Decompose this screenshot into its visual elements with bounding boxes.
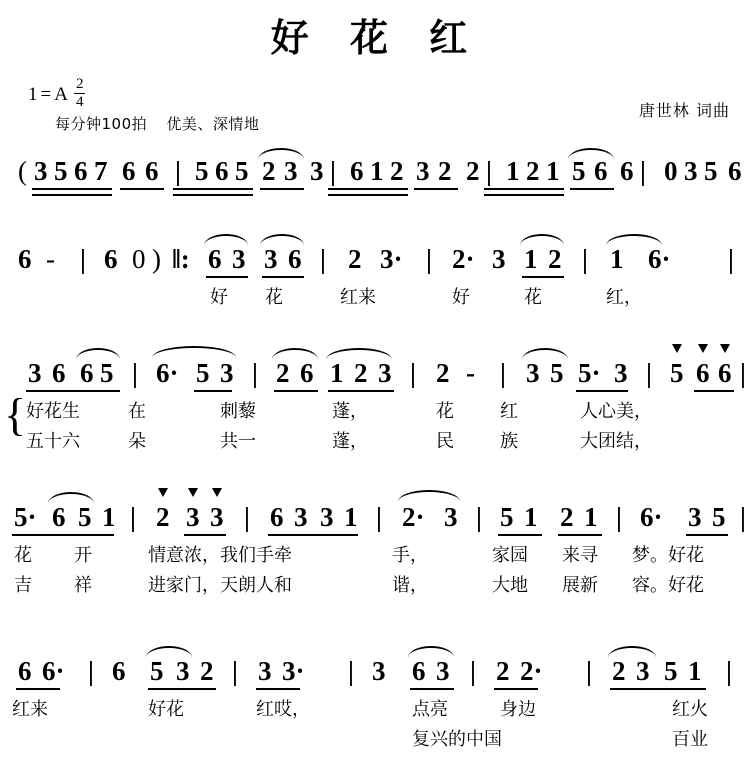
accent-mark (720, 344, 730, 353)
lyric: 吉 (14, 575, 32, 596)
note-token: 6 (145, 156, 159, 186)
lyric: 点亮 (412, 699, 448, 720)
note-token: 6 (112, 656, 126, 686)
slur (260, 234, 304, 248)
note-token: 6· (640, 502, 663, 532)
note-token: 1 (524, 502, 538, 532)
barline: | (410, 358, 416, 388)
barline: | (426, 244, 432, 274)
barline: | (582, 244, 588, 274)
note-token: 6 (74, 156, 88, 186)
system-5 (0, 650, 752, 756)
note-token: 3 (320, 502, 334, 532)
barline: | (616, 502, 622, 532)
note-token: 3 (186, 502, 200, 532)
note-token: 1 (102, 502, 116, 532)
note-token: 5· (578, 358, 601, 388)
note-token: | (486, 156, 492, 186)
note-token: 1 (330, 358, 344, 388)
barline: | (728, 244, 734, 274)
note-token: 3 (210, 502, 224, 532)
note-token: 5 (664, 656, 678, 686)
composer-credit: 唐世林 词曲 (638, 101, 730, 120)
lyric: 梦。好花 (632, 545, 704, 566)
note-token: 6 (104, 244, 118, 274)
barline: | (376, 502, 382, 532)
lyric: 好花生 (26, 401, 80, 422)
beam (610, 688, 706, 690)
lyric: 容。好花 (632, 575, 704, 596)
system-1c (0, 150, 752, 196)
note-token: 5 (670, 358, 684, 388)
note-token: 6 (122, 156, 136, 186)
note-token: 2 (436, 358, 450, 388)
note-token: 5 (704, 156, 718, 186)
beam (498, 534, 542, 536)
note-token: 2 (496, 656, 510, 686)
lyric: 红， (606, 287, 642, 308)
note-token: 5 (78, 502, 92, 532)
lyric: 家园 (492, 545, 528, 566)
note-token: 3 (264, 244, 278, 274)
note-token: 2 (548, 244, 562, 274)
note-token: 6 (594, 156, 608, 186)
note-token: 3 (378, 358, 392, 388)
beam (494, 688, 538, 690)
note-token: - (46, 244, 55, 274)
note-token: 6 (52, 502, 66, 532)
lyric: 好 (210, 287, 228, 308)
barline: | (348, 656, 354, 686)
note-token: 1 (546, 156, 560, 186)
note-token: 5· (14, 502, 37, 532)
barline: 6 (620, 156, 634, 186)
note-token: 5 (572, 156, 586, 186)
system-5-lyrics-verse-1 (0, 696, 752, 726)
tempo-marking (55, 113, 259, 134)
system-3-lyrics-verse-1 (0, 389, 752, 440)
note-token: 3 (614, 358, 628, 388)
lyric: 祥 (74, 575, 92, 596)
note-token: 3· (380, 244, 403, 274)
beam (410, 688, 454, 690)
verse-brace: { (4, 389, 27, 440)
time-signature (74, 77, 86, 110)
note-token: 5 (196, 358, 210, 388)
system-5-notes (0, 650, 752, 696)
note-token: 2 (612, 656, 626, 686)
beam (26, 390, 120, 392)
note-token: 6 (300, 358, 314, 388)
note-token: 2 (276, 358, 290, 388)
note-token: 5 (150, 656, 164, 686)
barline: | (646, 358, 652, 388)
accent-mark (158, 488, 168, 497)
note-token: 0 (132, 244, 146, 274)
beam (694, 390, 734, 392)
note-token: 6 (270, 502, 284, 532)
barline: | (132, 358, 138, 388)
note-token: 6 (208, 244, 222, 274)
barline: | (88, 656, 94, 686)
lyric: 人心美， (580, 401, 652, 422)
accent-mark (698, 344, 708, 353)
key-prefix: 1 (28, 83, 38, 105)
note-token: 2 (354, 358, 368, 388)
note-token: 2 (156, 502, 170, 532)
note-token: | (330, 156, 336, 186)
time-denominator: 4 (75, 94, 84, 110)
beam (576, 390, 628, 392)
note-token: 3 (258, 656, 272, 686)
note-token: 6· (648, 244, 671, 274)
note-token: 6 (412, 656, 426, 686)
note-token: 3· (282, 656, 305, 686)
system-3-lyrics-verse-2 (0, 428, 752, 458)
lyric: 红火 (672, 699, 708, 720)
note-token: 6 (18, 244, 32, 274)
note-token: 3 (176, 656, 190, 686)
system-2-notes (0, 238, 752, 284)
note-token: 1 (524, 244, 538, 274)
beam (206, 276, 248, 278)
note-token: 3 (372, 656, 386, 686)
note-token: 5 (500, 502, 514, 532)
lyric: 大地 (492, 575, 528, 596)
note-token: 3 (444, 502, 458, 532)
slur (48, 492, 94, 506)
accent-mark (212, 488, 222, 497)
repeat-start: ‖: (172, 244, 190, 274)
lyric: 红来 (12, 699, 48, 720)
note-token: 3 (284, 156, 298, 186)
barline: | (476, 502, 482, 532)
beam (256, 688, 300, 690)
key-signature (28, 78, 85, 111)
system-4-notes (0, 496, 752, 542)
beam (16, 688, 60, 690)
note-token: 3 (232, 244, 246, 274)
note-token: 2· (452, 244, 475, 274)
lyric: 蓬， (332, 431, 368, 452)
note-token: ( (18, 156, 27, 186)
key-name: A (54, 83, 68, 105)
note-token: 2 (348, 244, 362, 274)
note-token: 3 (34, 156, 48, 186)
note-token: 3 (526, 358, 540, 388)
lyric: 花 (14, 545, 32, 566)
slur (272, 348, 318, 362)
slur (146, 646, 192, 660)
beam (194, 390, 232, 392)
lyric: 开 (74, 545, 92, 566)
barline: 3 (310, 156, 324, 186)
lyric: 展新 (562, 575, 598, 596)
note-token: 2 (390, 156, 404, 186)
note-token: 6 (80, 358, 94, 388)
note-token: 6 (288, 244, 302, 274)
note-token: 6 (350, 156, 364, 186)
beam (328, 390, 394, 392)
note-token: 5 (235, 156, 249, 186)
lyric: 复兴的中国 (412, 729, 502, 750)
lyric: 花 (524, 287, 542, 308)
note-token: 2 (438, 156, 452, 186)
lyric: 手， (392, 545, 428, 566)
system-4-lyrics-verse-1 (0, 542, 752, 572)
lyric: 红来 (340, 287, 376, 308)
system-4-lyrics-verse-2 (0, 572, 752, 602)
note-token: 3 (688, 502, 702, 532)
note-token: 3 (492, 244, 506, 274)
beam (262, 276, 304, 278)
barline: | (130, 502, 136, 532)
slur (326, 348, 392, 362)
beam (12, 534, 114, 536)
time-numerator: 2 (75, 76, 84, 92)
system-2 (0, 238, 752, 314)
barline: | (470, 656, 476, 686)
slur (398, 490, 460, 504)
slur (76, 348, 120, 362)
barline: | (252, 358, 258, 388)
lyric: 五十六 (26, 431, 80, 452)
slur (606, 234, 662, 248)
note-token: ) (152, 244, 161, 274)
beam (184, 534, 226, 536)
note-token: 3 (416, 156, 430, 186)
note-token: 1 (506, 156, 520, 186)
note-token: | (640, 156, 646, 186)
note-token: 1 (370, 156, 384, 186)
note-token: 3 (28, 358, 42, 388)
note-token: 3 (220, 358, 234, 388)
slur (204, 234, 248, 248)
slur (152, 346, 236, 360)
note-token: 6 (52, 358, 66, 388)
lyric: 族 (500, 431, 518, 452)
note-token: 5 (100, 358, 114, 388)
slur (520, 234, 564, 248)
lyric: 民 (436, 431, 454, 452)
note-token: 6· (156, 358, 179, 388)
note-token: 5 (712, 502, 726, 532)
page-title: 好 花 红 (270, 16, 482, 60)
note-token: 1 (584, 502, 598, 532)
slur (522, 348, 568, 362)
beam (558, 534, 602, 536)
note-token: 2· (402, 502, 425, 532)
lyric: 花 (436, 401, 454, 422)
system-2-lyrics (0, 284, 752, 314)
lyric: 情意浓，我们手牵 (148, 545, 292, 566)
barline: | (740, 358, 746, 388)
accent-mark (188, 488, 198, 497)
note-token: 6· (42, 656, 65, 686)
note-token: 2 (200, 656, 214, 686)
note-token: 5 (550, 358, 564, 388)
note-token: | (175, 156, 181, 186)
note-token: 6 (215, 156, 229, 186)
lyric: 好 (452, 287, 470, 308)
lyric: 身边 (500, 699, 536, 720)
system-3-notes (0, 352, 752, 398)
note-token: 2 (560, 502, 574, 532)
barline: | (80, 244, 86, 274)
note-token: 2 (262, 156, 276, 186)
lyric: 花 (265, 287, 283, 308)
note-token: 1 (688, 656, 702, 686)
lyric: 蓬， (332, 401, 368, 422)
note-token: 6 (18, 656, 32, 686)
lyric: 朵 (128, 431, 146, 452)
barline: | (232, 656, 238, 686)
lyric: 好花 (148, 699, 184, 720)
note-token: 3 (436, 656, 450, 686)
barline: | (500, 358, 506, 388)
system-4 (0, 496, 752, 602)
note-token: 1 (610, 244, 624, 274)
lyric: 百业 (672, 729, 708, 750)
beam (268, 534, 358, 536)
expression-marking: 优美、深情地 (166, 115, 260, 133)
lyric: 红 (500, 401, 518, 422)
note-token: 3 (294, 502, 308, 532)
slur (408, 646, 454, 660)
note-token: 6 (696, 358, 710, 388)
beam (148, 688, 216, 690)
note-token: 7 (94, 156, 108, 186)
lyric: 来寻 (562, 545, 598, 566)
note-token: 3 (636, 656, 650, 686)
beam (522, 276, 564, 278)
note-token: 5 (195, 156, 209, 186)
tempo-text: 每分钟100拍 (55, 115, 148, 133)
lyric: 红哎， (256, 699, 310, 720)
slur (608, 646, 656, 660)
lyric: 刺藜 (220, 401, 256, 422)
barline: | (320, 244, 326, 274)
accent-mark (672, 344, 682, 353)
note-token: 5 (54, 156, 68, 186)
note-token: 2· (520, 656, 543, 686)
barline: 2 (466, 156, 480, 186)
note-token: 3 (684, 156, 698, 186)
lyric: 谐， (392, 575, 428, 596)
barline: | (726, 656, 732, 686)
note-token: 2 (526, 156, 540, 186)
barline: | (740, 502, 746, 532)
beam (686, 534, 728, 536)
lyric: 共一 (220, 431, 256, 452)
barline: 6 (728, 156, 742, 186)
note-token: - (466, 358, 475, 388)
note-token: 0 (664, 156, 678, 186)
key-equals: = (40, 83, 52, 105)
lyric: 在 (128, 401, 146, 422)
barline: | (244, 502, 250, 532)
system-3 (0, 352, 752, 458)
lyric: 进家门，天朗人和 (148, 575, 292, 596)
barline: | (586, 656, 592, 686)
system-5-lyrics-verse-2 (0, 726, 752, 756)
note-token: 1 (344, 502, 358, 532)
system-1c-notes (0, 150, 752, 196)
beam (274, 390, 318, 392)
lyric: 大团结， (580, 431, 652, 452)
note-token: 6 (718, 358, 732, 388)
